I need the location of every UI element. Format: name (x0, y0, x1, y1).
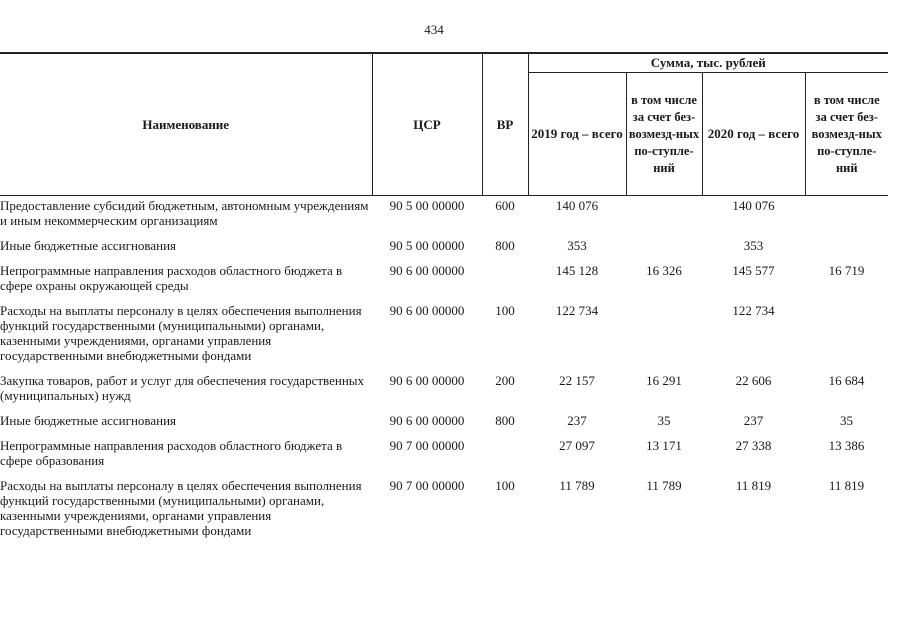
row-2019-total: 22 157 (559, 373, 595, 388)
row-2020-total: 11 819 (735, 478, 772, 493)
table-row (0, 436, 888, 476)
row-2020-free (805, 196, 888, 237)
table-body (0, 196, 888, 547)
row-2019-total: 353 (567, 238, 587, 253)
row-vr (482, 436, 528, 476)
row-vr: 600 (495, 198, 515, 213)
row-csr: 90 6 00 00000 (389, 303, 465, 318)
row-2019-total: 27 097 (559, 438, 595, 453)
header-2020-total: 2020 год – всего (702, 73, 805, 196)
page-number: 434 (424, 22, 444, 37)
row-csr: 90 7 00 00000 (389, 478, 465, 493)
row-2019-free: 16 291 (646, 373, 682, 388)
row-name: Иные бюджетные ассигнования (0, 238, 177, 253)
row-2020-total: 27 338 (735, 438, 772, 453)
row-2019-free: 35 (657, 413, 671, 428)
row-csr: 90 5 00 00000 (389, 198, 465, 213)
table-row (0, 261, 888, 301)
row-csr: 90 6 00 00000 (389, 263, 465, 278)
row-vr: 800 (495, 413, 515, 428)
table-row (0, 476, 888, 546)
row-2020-total: 22 606 (735, 373, 772, 388)
budget-table (0, 52, 888, 546)
row-2020-total: 140 076 (732, 198, 775, 213)
row-2019-total: 145 128 (555, 263, 599, 278)
row-name: Закупка товаров, работ и услуг для обеспечения государственных (муниципальных) нужд (0, 373, 365, 403)
row-csr: 90 7 00 00000 (389, 438, 465, 453)
row-name: Расходы на выплаты персоналу в целях обеспечения выполнения функций государственными (муниципальными) органами, казенными учреждениями, органами управления государственными внебюджетными фондами (0, 303, 362, 363)
row-2020-total: 353 (743, 238, 764, 253)
row-2020-free: 13 386 (828, 438, 865, 453)
row-name: Иные бюджетные ассигнования (0, 413, 177, 428)
table-row (0, 236, 888, 261)
row-2019-free (626, 301, 702, 371)
row-2020-total: 122 734 (732, 303, 775, 318)
row-csr: 90 6 00 00000 (389, 413, 465, 428)
row-2019-total: 237 (567, 413, 587, 428)
header-vr: ВР (482, 53, 528, 196)
row-name: Расходы на выплаты персоналу в целях обеспечения выполнения функций государственными (муниципальными) органами, казенными учреждениями, органами управления государственными внебюджетными фондами (0, 478, 362, 538)
row-2020-free: 16 719 (828, 263, 865, 278)
row-2020-free (805, 236, 888, 261)
row-2020-free: 11 819 (828, 478, 865, 493)
header-2019-free: в том числе за счет без-возмезд-ных по-ступле-ний (626, 73, 702, 196)
row-2020-free (805, 301, 888, 371)
row-2019-total: 11 789 (559, 478, 595, 493)
row-name: Предоставление субсидий бюджетным, автономным учреждениям и иным некоммерческим организациям (0, 198, 369, 228)
header-sum-group: Сумма, тыс. рублей (528, 53, 888, 73)
header-2019-total: 2019 год – всего (528, 73, 626, 196)
header-csr: ЦСР (372, 53, 482, 196)
header-name: Наименование (0, 53, 372, 196)
row-csr: 90 5 00 00000 (389, 238, 465, 253)
row-2019-free: 16 326 (646, 263, 682, 278)
row-name: Непрограммные направления расходов областного бюджета в сфере образования (0, 438, 343, 468)
table-row (0, 411, 888, 436)
row-2020-total: 145 577 (732, 263, 775, 278)
table-row (0, 371, 888, 411)
table-row (0, 196, 888, 237)
row-2019-total: 122 734 (555, 303, 599, 318)
row-csr: 90 6 00 00000 (389, 373, 465, 388)
row-vr: 800 (495, 238, 515, 253)
table-header (0, 53, 888, 196)
row-2019-free: 13 171 (646, 438, 682, 453)
row-2019-free (626, 236, 702, 261)
row-name: Непрограммные направления расходов областного бюджета в сфере охраны окружающей среды (0, 263, 343, 293)
row-vr: 200 (495, 373, 515, 388)
table-row (0, 301, 888, 371)
row-2019-total: 140 076 (555, 198, 599, 213)
row-vr: 100 (495, 303, 515, 318)
row-2019-free (626, 196, 702, 237)
row-2020-free: 16 684 (828, 373, 865, 388)
row-2019-free: 11 789 (646, 478, 682, 493)
row-2020-total: 237 (743, 413, 764, 428)
row-vr: 100 (495, 478, 515, 493)
row-2020-free: 35 (840, 413, 853, 428)
row-vr (482, 261, 528, 301)
header-2020-free: в том числе за счет без-возмезд-ных по-ступле-ний (805, 73, 888, 196)
